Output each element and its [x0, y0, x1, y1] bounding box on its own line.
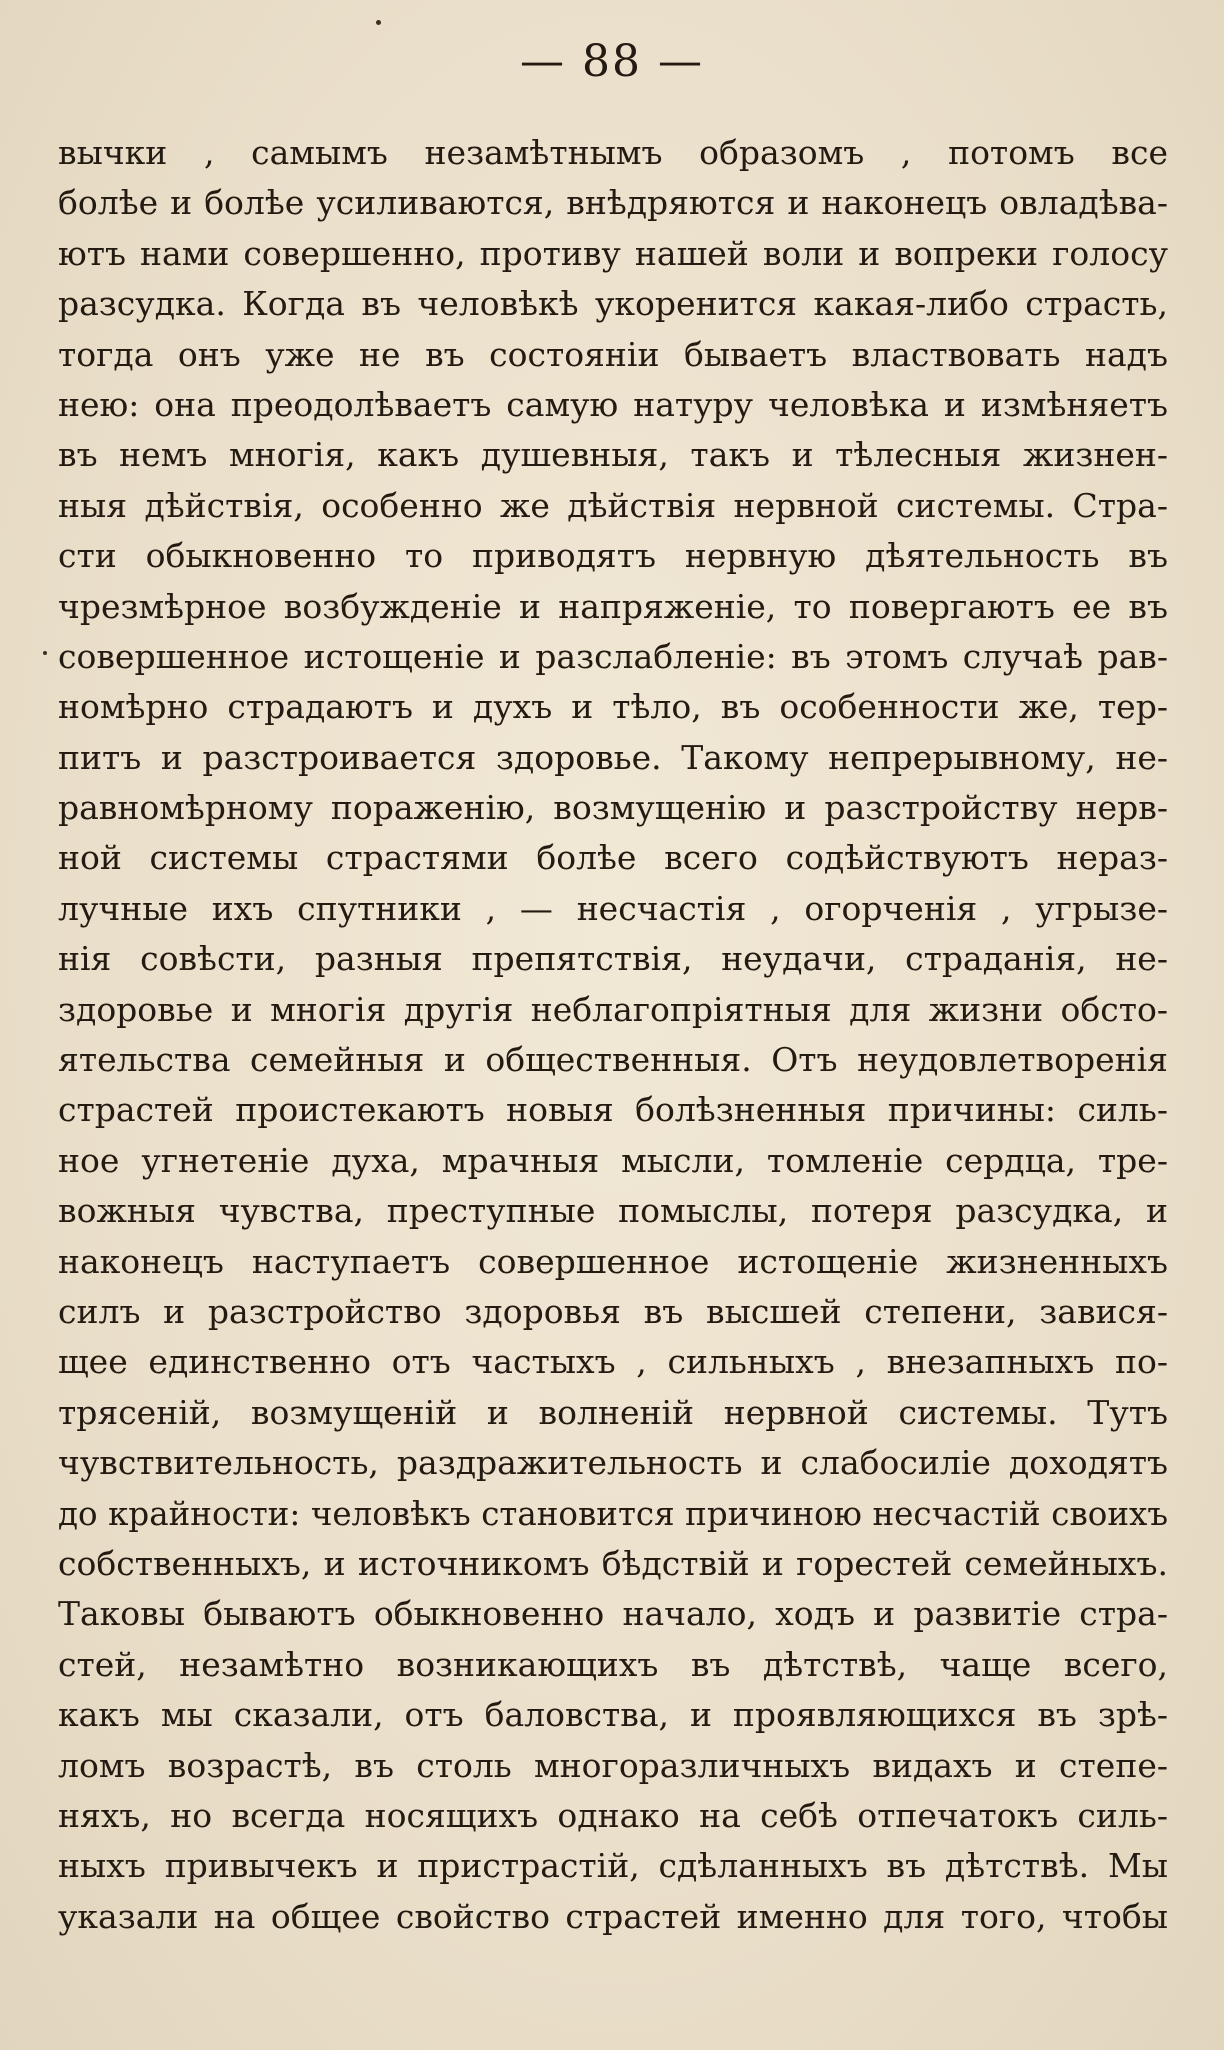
- text-line: совершенное истощеніе и разслабленіе: въ этомъ случаѣ рав-: [58, 636, 1168, 676]
- text-line: сти обыкновенно то приводятъ нервную дѣятельность въ: [58, 536, 1168, 576]
- text-line: до крайности: человѣкъ становится причиною несчастій своихъ: [58, 1494, 1168, 1533]
- text-line: равномѣрному пораженію, возмущенію и разстройству нерв-: [58, 788, 1168, 828]
- text-line: ныхъ привычекъ и пристрастій, сдѣланныхъ въ дѣтствѣ. Мы: [58, 1846, 1168, 1886]
- text-line: ной системы страстями болѣе всего содѣйствуютъ нераз-: [58, 838, 1168, 878]
- text-line: вожныя чувства, преступные помыслы, потеря разсудка, и: [58, 1191, 1168, 1231]
- text-line: стей, незамѣтно возникающихъ въ дѣтствѣ, чаще всего,: [58, 1644, 1168, 1684]
- ink-speck: [43, 651, 47, 655]
- text-line: болѣе и болѣе усиливаются, внѣдряются и наконецъ овладѣва-: [58, 183, 1168, 223]
- ink-speck: [376, 20, 381, 25]
- text-line: нія совѣсти, разныя препятствія, неудачи, страданія, не-: [58, 939, 1168, 979]
- text-line: номѣрно страдаютъ и духъ и тѣло, въ особенности же, тер-: [58, 687, 1168, 727]
- text-line: указали на общее свойство страстей именно для того, чтобы: [58, 1896, 1168, 1936]
- text-line: Таковы бываютъ обыкновенно начало, ходъ и развитіе стра-: [58, 1594, 1168, 1634]
- text-line: собственныхъ, и источникомъ бѣдствій и горестей семейныхъ.: [58, 1543, 1168, 1583]
- text-line: щее единственно отъ частыхъ , сильныхъ , внезапныхъ по-: [58, 1342, 1168, 1382]
- text-line: нею: она преодолѣваетъ самую натуру человѣка и измѣняетъ: [58, 384, 1168, 424]
- text-line: страстей проистекаютъ новыя болѣзненныя причины: силь-: [58, 1090, 1168, 1130]
- text-line: няхъ, но всегда носящихъ однако на себѣ отпечатокъ силь-: [58, 1795, 1168, 1835]
- text-line: здоровье и многія другія неблагопріятныя для жизни обсто-: [58, 989, 1168, 1029]
- text-line: тогда онъ уже не въ состояніи бываетъ властвовать надъ: [58, 334, 1168, 374]
- text-line: вычки , самымъ незамѣтнымъ образомъ , потомъ все: [58, 133, 1168, 172]
- page-number: — 88 —: [520, 36, 704, 87]
- text-line: ное угнетеніе духа, мрачныя мысли, томленіе сердца, тре-: [58, 1140, 1168, 1180]
- text-line: питъ и разстроивается здоровье. Такому непрерывному, не-: [58, 737, 1168, 777]
- text-line: лучные ихъ спутники , — несчастія , огорченія , угрызе-: [58, 888, 1168, 928]
- text-line: разсудка. Когда въ человѣкѣ укоренится какая-либо страсть,: [58, 284, 1168, 324]
- text-line: чувствительность, раздражительность и слабосиліе доходятъ: [58, 1443, 1168, 1483]
- text-line: ныя дѣйствія, особенно же дѣйствія нервной системы. Стра-: [58, 485, 1168, 525]
- body-text: [58, 128, 1168, 1942]
- text-line: наконецъ наступаетъ совершенное истощеніе жизненныхъ: [58, 1241, 1168, 1281]
- text-line: ятельства семейныя и общественныя. Отъ неудовлетворенія: [58, 1040, 1168, 1080]
- text-line: ютъ нами совершенно, противу нашей воли и вопреки голосу: [58, 233, 1168, 273]
- text-line: силъ и разстройство здоровья въ высшей степени, завися-: [58, 1291, 1168, 1331]
- text-line: чрезмѣрное возбужденіе и напряженіе, то повергаютъ ее въ: [58, 586, 1168, 626]
- text-line: ломъ возрастѣ, въ столь многоразличныхъ видахъ и степе-: [58, 1745, 1168, 1785]
- text-line: трясеній, возмущеній и волненій нервной системы. Тутъ: [58, 1392, 1168, 1432]
- text-line: въ немъ многія, какъ душевныя, такъ и тѣлесныя жизнен-: [58, 435, 1168, 475]
- text-line: какъ мы сказали, отъ баловства, и проявляющихся въ зрѣ-: [58, 1695, 1168, 1735]
